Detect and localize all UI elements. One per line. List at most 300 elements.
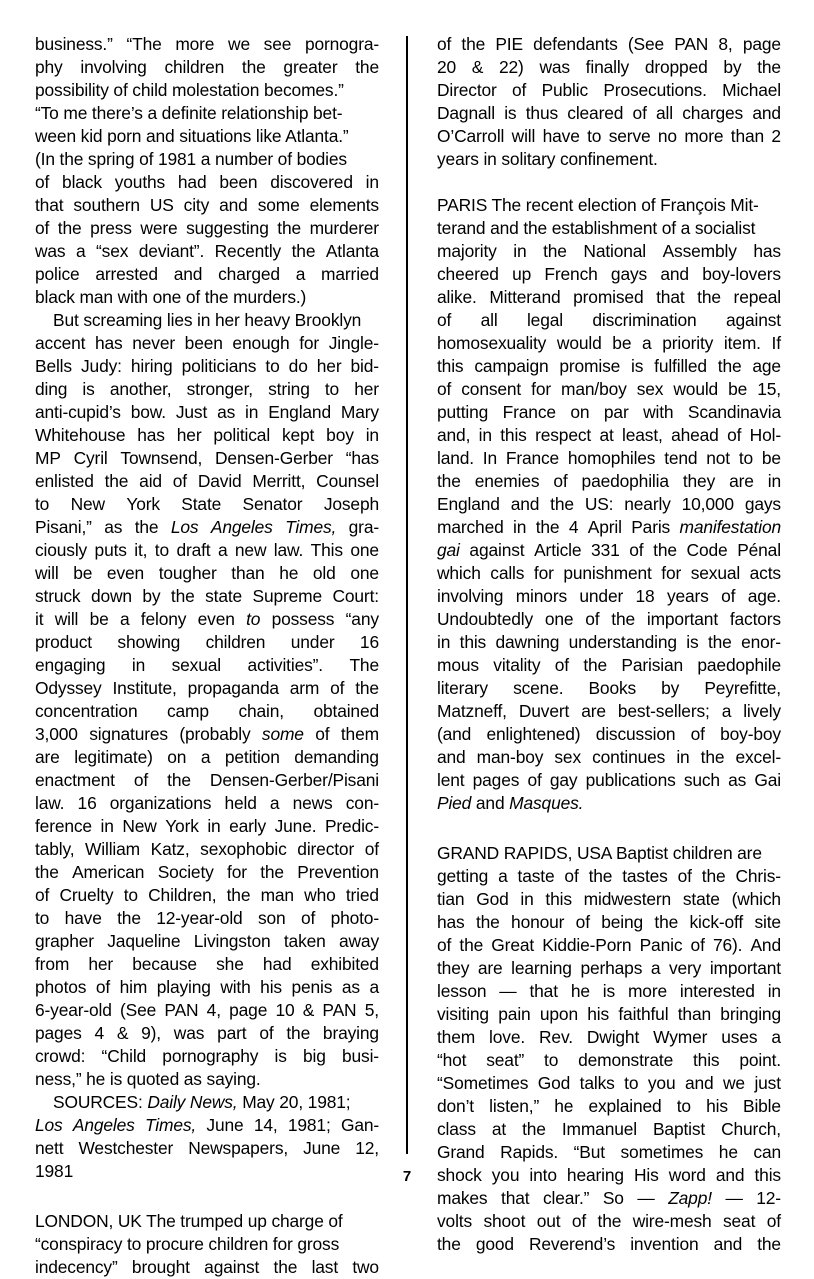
word: shock <box>437 1165 482 1185</box>
word: felony <box>140 609 187 629</box>
word: Children, <box>148 885 217 905</box>
word: 18 <box>635 586 655 606</box>
word: the <box>701 866 726 886</box>
text-line <box>35 240 379 263</box>
word: director <box>297 839 355 859</box>
text-line <box>437 1049 781 1072</box>
word: Densen-Gerber <box>215 448 333 468</box>
word: the <box>700 747 725 767</box>
word: for <box>227 862 247 882</box>
word: was <box>539 57 570 77</box>
word: law. <box>273 540 304 560</box>
word: this <box>500 425 527 445</box>
word: as <box>341 977 360 997</box>
word: Chris- <box>735 866 781 886</box>
word: his <box>587 1004 610 1024</box>
word: (and <box>437 724 472 744</box>
word: homophiles <box>567 448 656 468</box>
word: with <box>220 977 251 997</box>
word: boy-lovers <box>702 264 781 284</box>
word: 20 <box>437 57 457 77</box>
word: will <box>54 609 79 629</box>
text-line <box>35 470 379 493</box>
word: publications <box>585 770 676 790</box>
word: “The <box>126 34 162 54</box>
word: chain, <box>238 701 284 721</box>
word: of <box>315 724 330 744</box>
word: David <box>197 471 242 491</box>
text-line <box>437 378 781 401</box>
word: marched <box>437 517 504 537</box>
word: draft <box>176 540 211 560</box>
word: hearing <box>566 1165 624 1185</box>
word: no <box>657 126 677 146</box>
text-line <box>35 723 379 746</box>
word: “conspiracy to procure children for gross <box>35 1234 340 1254</box>
word: campaign <box>474 356 549 376</box>
word: April <box>587 517 622 537</box>
word: Wymer <box>653 1027 708 1047</box>
word: is <box>602 981 616 1001</box>
word: and <box>471 793 510 813</box>
word: Jingle- <box>328 333 379 353</box>
word: the <box>459 935 484 955</box>
word: press <box>90 218 132 238</box>
word: in <box>767 981 781 1001</box>
word: the <box>260 862 284 882</box>
word: (See <box>120 1000 157 1020</box>
word: 15, <box>757 379 781 399</box>
word: bow. <box>130 402 166 422</box>
text-line <box>35 332 379 355</box>
word: state <box>205 586 243 606</box>
text-line <box>437 562 781 585</box>
word: sometimes <box>620 1142 704 1162</box>
word: Dagnall <box>437 103 495 123</box>
word: the <box>355 57 379 77</box>
word: interested <box>679 981 755 1001</box>
word: 12-year-old <box>156 908 243 928</box>
word: York <box>165 816 199 836</box>
word: nett <box>35 1138 64 1158</box>
word: PIE <box>495 34 523 54</box>
word: Parisian <box>621 655 684 675</box>
word: Odyssey <box>35 678 102 698</box>
word: — <box>499 981 517 1001</box>
word: the <box>583 655 608 675</box>
word: tried <box>345 885 379 905</box>
text-line <box>437 1072 781 1095</box>
text-line <box>437 677 781 700</box>
word: indecency” <box>35 1257 118 1277</box>
text-line <box>35 700 379 723</box>
word: of <box>133 770 149 790</box>
word: age <box>752 356 781 376</box>
word: 12, <box>355 1138 379 1158</box>
text-line <box>35 769 379 792</box>
word: PARIS The recent election of François Mit- <box>437 195 759 215</box>
word: Assembly <box>662 241 737 261</box>
word: this <box>545 889 572 909</box>
word: 16 <box>359 632 379 652</box>
word: exhibited <box>310 954 379 974</box>
text-line <box>437 1118 781 1141</box>
word: against <box>725 310 781 330</box>
word: the <box>550 494 574 514</box>
word: 4 <box>94 1023 104 1043</box>
word: Paris <box>631 517 671 537</box>
word: Daily <box>147 1092 186 1112</box>
word: that <box>501 1188 530 1208</box>
word: manifestation <box>679 517 781 537</box>
word: PAN <box>164 1000 199 1020</box>
word: at <box>491 1119 507 1139</box>
text-line <box>35 562 379 585</box>
word: this <box>692 1050 720 1070</box>
word: children <box>164 57 225 77</box>
word: by <box>723 57 742 77</box>
word: in <box>365 425 379 445</box>
word: black man with one of the murders.) <box>35 287 307 307</box>
word: paedophilia <box>581 471 669 491</box>
word: England <box>437 494 500 514</box>
word: literary <box>437 678 488 698</box>
word: the <box>654 912 679 932</box>
word: Mitterand <box>489 287 561 307</box>
word: Newspapers, <box>188 1138 289 1158</box>
word: page <box>229 1000 268 1020</box>
section-gap <box>437 815 781 842</box>
word: Scandinavia <box>687 402 781 422</box>
word: taste <box>517 866 555 886</box>
word: France <box>505 448 560 468</box>
word: 1981 <box>35 1161 74 1181</box>
word: gai <box>437 540 460 560</box>
text-line <box>437 263 781 286</box>
word: of <box>632 103 647 123</box>
word: mous <box>437 655 479 675</box>
word: organizations <box>109 793 212 813</box>
word: aid <box>139 471 162 491</box>
text-line <box>437 148 781 171</box>
word: do <box>288 356 308 376</box>
text-line <box>35 976 379 999</box>
word: GRAND RAPIDS, USA Baptist children are <box>437 843 762 863</box>
word: 4, <box>206 1000 221 1020</box>
word: Dwight <box>586 1027 640 1047</box>
word: which <box>437 563 481 583</box>
word: a <box>650 958 661 978</box>
word: calls <box>490 563 525 583</box>
word: And <box>750 935 781 955</box>
word: Michael <box>722 80 781 100</box>
word: sex <box>636 379 664 399</box>
word: par <box>603 402 629 422</box>
word: ness,” he is quoted as saying. <box>35 1069 261 1089</box>
word: enough <box>232 333 290 353</box>
word: homosexuality <box>437 333 547 353</box>
word: consent <box>461 379 522 399</box>
word: Public <box>541 80 589 100</box>
text-line <box>437 1141 781 1164</box>
word: the <box>611 609 636 629</box>
word: more <box>684 126 724 146</box>
word: because <box>132 954 197 974</box>
word: years <box>666 586 709 606</box>
text-line <box>35 1114 379 1137</box>
word: has <box>137 425 165 445</box>
word: US <box>149 195 174 215</box>
text-line <box>437 585 781 608</box>
word: tably, <box>35 839 75 859</box>
text-line <box>35 677 379 700</box>
word: showing <box>117 632 181 652</box>
word: never <box>132 333 176 353</box>
word: 6-year-old <box>35 1000 112 1020</box>
word: tian <box>437 889 465 909</box>
word: in <box>513 241 527 261</box>
word: them <box>340 724 379 744</box>
text-line <box>35 447 379 470</box>
word: Westchester <box>78 1138 174 1158</box>
word: is <box>82 379 95 399</box>
word: seat” <box>486 1050 525 1070</box>
word: her <box>88 954 114 974</box>
word: as <box>728 770 747 790</box>
word: held <box>224 793 257 813</box>
word: propaganda <box>187 678 279 698</box>
word: petition <box>224 747 280 767</box>
word: love. <box>489 1027 526 1047</box>
word: and <box>510 494 540 514</box>
word: Jaqueline <box>107 931 181 951</box>
word: of <box>527 770 542 790</box>
word: signatures <box>89 724 168 744</box>
word: of <box>766 1211 781 1231</box>
word: part <box>217 1023 247 1043</box>
text-line <box>35 102 379 125</box>
word: two <box>352 1257 379 1277</box>
text-line <box>437 888 781 911</box>
text-line <box>437 516 781 539</box>
word: some <box>261 724 304 744</box>
word: deviant”. <box>138 241 205 261</box>
word: good <box>475 1234 514 1254</box>
word: involving <box>437 586 504 606</box>
word: possess <box>271 609 335 629</box>
word: pornogra- <box>304 34 379 54</box>
word: honour <box>511 912 565 932</box>
text-line <box>35 1091 379 1114</box>
word: Merritt, <box>252 471 306 491</box>
word: dawning <box>495 632 560 652</box>
word: New <box>70 494 105 514</box>
word: gra- <box>348 517 379 537</box>
word: of <box>575 912 590 932</box>
word: Reverend’s <box>528 1234 616 1254</box>
word: than <box>730 126 765 146</box>
text-line <box>437 723 781 746</box>
word: priority <box>662 333 714 353</box>
word: the <box>226 885 251 905</box>
text-line <box>437 865 781 888</box>
word: Society <box>157 862 214 882</box>
text-line <box>437 842 781 865</box>
word: uses <box>721 1027 758 1047</box>
word: anti-cupid’s <box>35 402 121 422</box>
word: SOURCES: <box>53 1092 143 1112</box>
word: is <box>504 103 517 123</box>
text-line <box>437 608 781 631</box>
word: US: <box>584 494 614 514</box>
word: excel- <box>735 747 781 767</box>
word: under <box>579 586 624 606</box>
word: land. <box>437 448 474 468</box>
word: of <box>35 172 50 192</box>
text-line <box>35 56 379 79</box>
word: Joseph <box>323 494 379 514</box>
word: possibility of child molestation becomes.” <box>35 80 344 100</box>
word: it <box>35 609 44 629</box>
word: the <box>461 34 486 54</box>
text-line <box>437 447 781 470</box>
word: the <box>437 1234 461 1254</box>
word: fulfilled <box>654 356 707 376</box>
word: PAN <box>322 1000 357 1020</box>
word: to <box>676 1096 691 1116</box>
word: Kiddie-Porn <box>542 935 632 955</box>
word: camp <box>166 701 209 721</box>
word: can <box>753 1142 781 1162</box>
left-text-column <box>35 33 379 1279</box>
word: they <box>437 958 470 978</box>
word: demanding <box>294 747 379 767</box>
page-number: 7 <box>402 1168 412 1185</box>
word: has <box>95 333 123 353</box>
text-line <box>437 1210 781 1233</box>
text-line <box>35 424 379 447</box>
word: seat <box>722 1211 756 1231</box>
word: early <box>229 816 267 836</box>
word: Katz, <box>150 839 190 859</box>
word: her <box>176 425 202 445</box>
word: and <box>660 264 689 284</box>
word: to <box>265 356 280 376</box>
word: had <box>177 172 207 192</box>
text-line <box>35 585 379 608</box>
word: defendants <box>533 34 618 54</box>
word: paedophile <box>697 655 781 675</box>
word: have <box>64 908 102 928</box>
word: the <box>597 1211 622 1231</box>
word: all <box>656 103 673 123</box>
word: see <box>263 34 292 54</box>
word: item. <box>723 333 761 353</box>
right-text-column <box>437 33 781 1256</box>
word: a <box>200 747 211 767</box>
word: business.” <box>35 34 113 54</box>
word: Cruelty <box>59 885 114 905</box>
word: the <box>104 471 129 491</box>
word: his <box>706 1096 728 1116</box>
text-line <box>437 539 781 562</box>
word: Institute, <box>112 678 177 698</box>
word: Great <box>491 935 535 955</box>
word: would <box>556 333 602 353</box>
word: So <box>602 1188 624 1208</box>
word: Times, <box>144 1115 197 1135</box>
word: of <box>727 425 742 445</box>
word: brought <box>131 1257 190 1277</box>
word: Undoubtedly <box>437 609 534 629</box>
word: photos <box>35 977 87 997</box>
word: 14, <box>253 1115 278 1135</box>
word: him <box>119 977 148 997</box>
word: of <box>364 839 379 859</box>
word: page <box>742 34 781 54</box>
word: lent <box>437 770 465 790</box>
word: crowd: <box>35 1046 86 1066</box>
word: 8, <box>718 34 733 54</box>
word: Baptist <box>652 1119 706 1139</box>
word: arrested <box>95 264 158 284</box>
word: he <box>279 563 299 583</box>
word: continues <box>592 747 666 767</box>
word: busi- <box>342 1046 379 1066</box>
word: Church, <box>721 1119 781 1139</box>
word: all <box>480 310 498 330</box>
word: midwestern <box>583 889 672 909</box>
word: she <box>216 954 244 974</box>
text-line <box>437 631 781 654</box>
text-line <box>437 309 781 332</box>
word: been <box>219 172 258 192</box>
word: was <box>173 1023 205 1043</box>
word: and <box>437 747 466 767</box>
word: least, <box>622 425 663 445</box>
word: Gan- <box>340 1115 379 1135</box>
word: clear.” <box>543 1188 590 1208</box>
word: of <box>721 586 736 606</box>
word: talks <box>579 1073 615 1093</box>
word: Times, <box>285 517 337 537</box>
word: was <box>35 241 66 261</box>
word: been <box>184 333 223 353</box>
word: God <box>537 1073 571 1093</box>
word: of <box>677 866 692 886</box>
word: getting <box>437 866 489 886</box>
text-line <box>35 263 379 286</box>
text-line <box>437 1026 781 1049</box>
word: pain <box>498 1004 531 1024</box>
text-line <box>437 217 781 240</box>
word: and <box>173 264 203 284</box>
word: Code <box>686 540 728 560</box>
text-line <box>35 1233 379 1256</box>
word: to <box>35 494 50 514</box>
word: had <box>262 954 292 974</box>
word: Recently <box>214 241 282 261</box>
word: & <box>471 57 484 77</box>
word: phy <box>35 57 63 77</box>
word: very <box>668 958 702 978</box>
word: best-sellers; <box>617 701 710 721</box>
word: Los <box>170 517 199 537</box>
word: this <box>459 632 487 652</box>
text-line <box>437 332 781 355</box>
word: the <box>535 517 560 537</box>
word: promised <box>573 287 644 307</box>
